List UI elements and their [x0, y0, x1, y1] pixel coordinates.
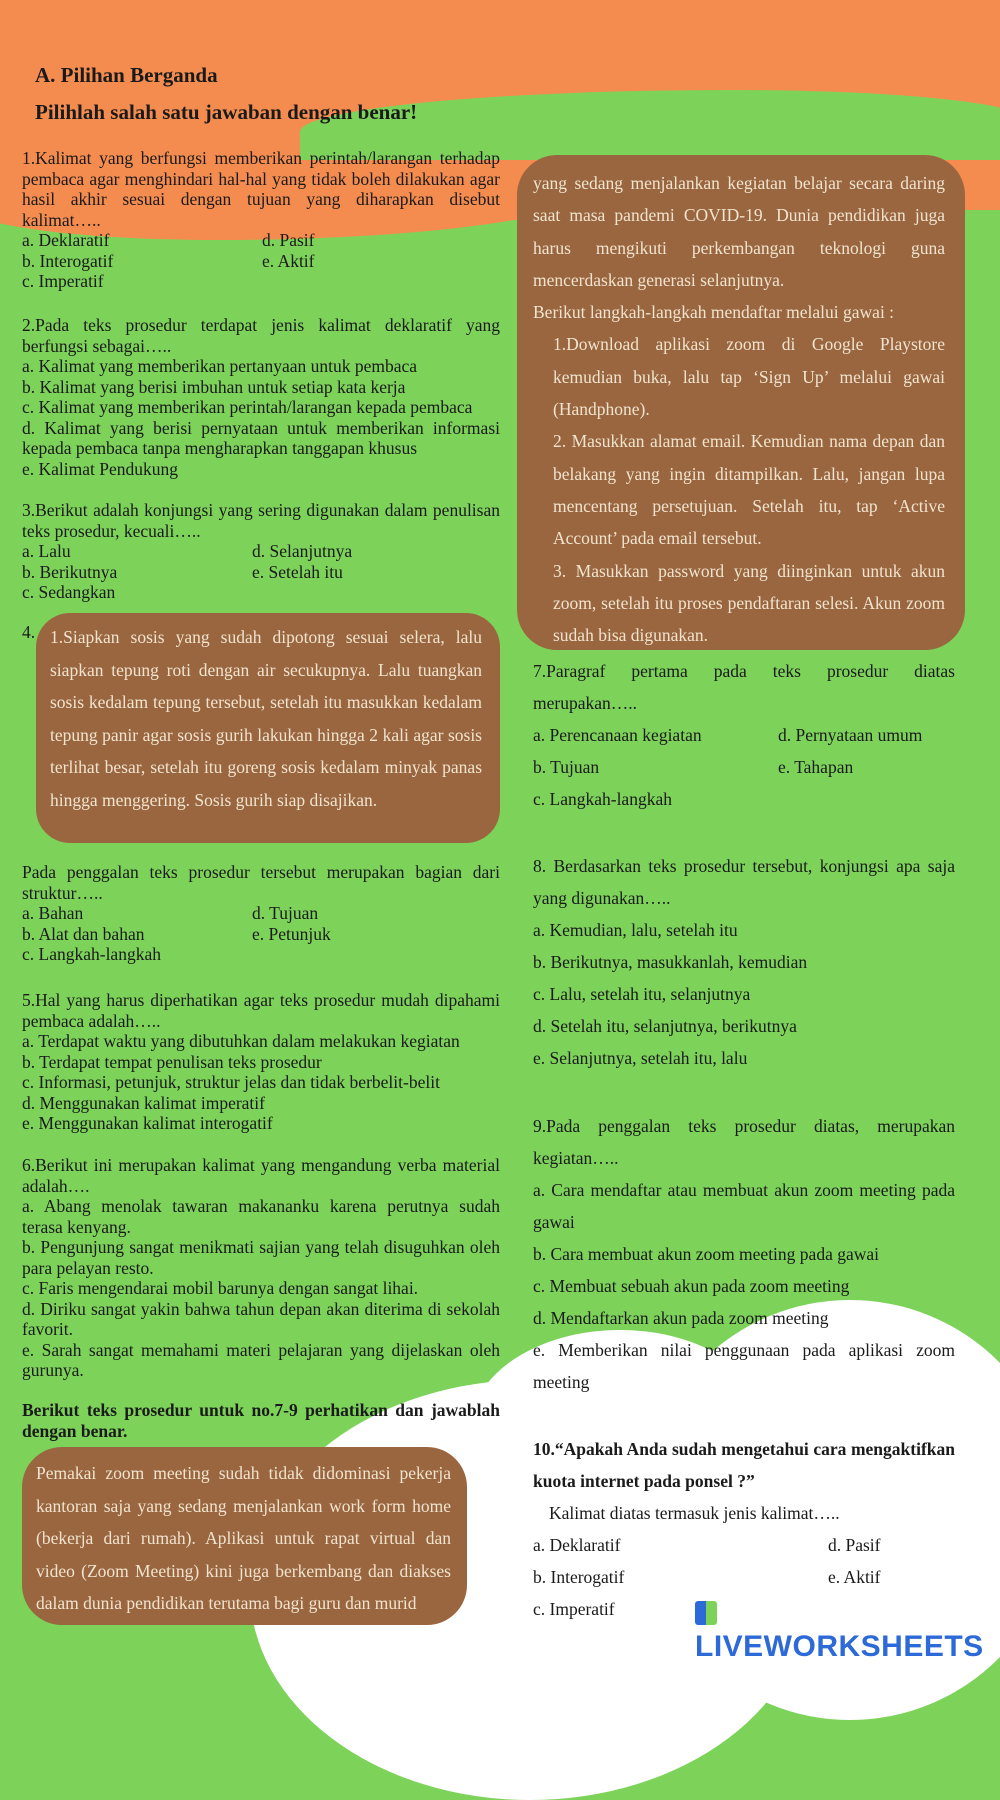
- option[interactable]: b. Berikutnya, masukkanlah, kemudian: [533, 952, 808, 972]
- option[interactable]: d. Diriku sangat yakin bahwa tahun depan akan diterima di sekolah favorit.: [22, 1298, 500, 1339]
- instruction: Pilihlah salah satu jawaban dengan benar!: [35, 100, 418, 124]
- option[interactable]: d. Pasif: [828, 1535, 881, 1555]
- passage-text: Pemakai zoom meeting sudah tidak didominasi pekerja kantoran saja yang sedang menjalankan work form home (bekerja dari rumah). Aplikasi untuk rapat virtual dan video (Zoom Meeting) kini juga berkembang dan diakses dalam dunia pendidikan terutama bagi guru dan murid: [36, 1463, 451, 1613]
- option[interactable]: b. Alat dan bahan: [22, 923, 145, 944]
- section-title: A. Pilihan Berganda: [35, 63, 218, 87]
- instruction-7-9: Berikut teks prosedur untuk no.7-9 perhatikan dan jawablah dengan benar.: [22, 1400, 500, 1441]
- option[interactable]: e. Aktif: [262, 250, 315, 271]
- passage-box-right: [517, 155, 965, 650]
- logo-text: LIVEWORKSHEETS: [695, 1630, 984, 1663]
- question-2: [22, 315, 500, 479]
- option[interactable]: c. Langkah-langkah: [22, 944, 161, 964]
- passage-box-left: [22, 1447, 467, 1625]
- option[interactable]: b. Kalimat yang berisi imbuhan untuk setiap kata kerja: [22, 376, 406, 397]
- option[interactable]: c. Langkah-langkah: [533, 789, 672, 809]
- question-9: [533, 1110, 955, 1398]
- passage-step: 2. Masukkan alamat email. Kemudian nama depan dan belakang yang ingin ditampilkan. Lalu, jangan lupa mencentang persetujuan. Setelah itu, tap ‘Active Account’ pada email tersebut.: [553, 431, 945, 549]
- option[interactable]: b. Terdapat tempat penulisan teks prosedur: [22, 1051, 322, 1072]
- question-text: 9.Pada penggalan teks prosedur diatas, merupakan kegiatan…..: [533, 1116, 955, 1168]
- option[interactable]: b. Cara membuat akun zoom meeting pada gawai: [533, 1244, 879, 1264]
- option[interactable]: d. Setelah itu, selanjutnya, berikutnya: [533, 1016, 797, 1036]
- passage-step: 1.Download aplikasi zoom di Google Playstore kemudian buka, lalu tap ‘Sign Up’ melalui gawai (Handphone).: [553, 334, 945, 420]
- option[interactable]: a. Deklaratif: [533, 1535, 621, 1555]
- option[interactable]: c. Imperatif: [533, 1599, 615, 1619]
- option[interactable]: a. Deklaratif: [22, 230, 110, 250]
- question-text: 6.Berikut ini merupakan kalimat yang mengandung verba material adalah….: [22, 1155, 500, 1196]
- option[interactable]: d. Pasif: [262, 230, 315, 250]
- option[interactable]: d. Kalimat yang berisi pernyataan untuk memberikan informasi kepada pembaca tanpa mengharapkan tanggapan khusus: [22, 417, 500, 458]
- option[interactable]: e. Tahapan: [778, 757, 854, 777]
- option[interactable]: a. Terdapat waktu yang dibutuhkan dalam melakukan kegiatan: [22, 1031, 460, 1051]
- option[interactable]: b. Interogatif: [533, 1567, 625, 1587]
- passage-text: 1.Siapkan sosis yang sudah dipotong sesuai selera, lalu siapkan tepung roti dengan air secukupnya. Lalu tuangkan sosis kedalam tepung tersebut, setelah itu masukkan kedalam tepung panir agar sosis gurih lakukan hingga 2 kali agar sosis terlihat besar, setelah itu goreng sosis kedalam minyak panas hingga menggering. Sosis gurih siap disajikan.: [50, 627, 482, 810]
- option[interactable]: d. Menggunakan kalimat imperatif: [22, 1092, 265, 1113]
- question-text: 7.Paragraf pertama pada teks prosedur diatas merupakan…..: [533, 661, 955, 713]
- question-3: [22, 500, 500, 603]
- option[interactable]: a. Cara mendaftar atau membuat akun zoom meeting pada gawai: [533, 1180, 955, 1232]
- option[interactable]: c. Membuat sebuah akun pada zoom meeting: [533, 1276, 850, 1296]
- option[interactable]: a. Kalimat yang memberikan pertanyaan untuk pembaca: [22, 356, 418, 376]
- question-5: [22, 990, 500, 1134]
- question-6: [22, 1155, 500, 1381]
- question-text: Pada penggalan teks prosedur tersebut merupakan bagian dari struktur…..: [22, 862, 500, 903]
- option[interactable]: d. Selanjutnya: [252, 541, 353, 561]
- question-7: [533, 655, 955, 815]
- option[interactable]: c. Informasi, petunjuk, struktur jelas dan tidak berbelit-belit: [22, 1072, 440, 1092]
- passage-box-q4: [36, 613, 500, 843]
- option[interactable]: e. Sarah sangat memahami materi pelajaran yang dijelaskan oleh gurunya.: [22, 1339, 500, 1380]
- question-text: 2.Pada teks prosedur terdapat jenis kalimat deklaratif yang berfungsi sebagai…..: [22, 315, 500, 356]
- option[interactable]: e. Petunjuk: [252, 923, 331, 944]
- passage-lead: Berikut langkah-langkah mendaftar melalui gawai :: [533, 302, 895, 323]
- option[interactable]: b. Berikutnya: [22, 561, 118, 582]
- option[interactable]: b. Interogatif: [22, 250, 114, 271]
- question-text: 5.Hal yang harus diperhatikan agar teks prosedur mudah dipahami pembaca adalah…..: [22, 990, 500, 1031]
- option[interactable]: a. Kemudian, lalu, setelah itu: [533, 920, 738, 940]
- option[interactable]: c. Imperatif: [22, 271, 104, 291]
- question-4-number: 4.: [22, 622, 36, 642]
- option[interactable]: a. Abang menolak tawaran makananku karena perutnya sudah terasa kenyang.: [22, 1196, 500, 1237]
- option[interactable]: d. Tujuan: [252, 903, 319, 923]
- option[interactable]: a. Bahan: [22, 903, 84, 923]
- option[interactable]: b. Tujuan: [533, 757, 600, 777]
- option[interactable]: a. Lalu: [22, 541, 71, 561]
- option[interactable]: c. Faris mengendarai mobil barunya dengan sangat lihai.: [22, 1278, 419, 1298]
- question-8: [533, 850, 955, 1074]
- question-text: 1.Kalimat yang berfungsi memberikan perintah/larangan terhadap pembaca agar menghindari hal-hal yang tidak boleh dilakukan agar hasil akhir sesuai dengan tujuan yang diharapkan disebut kalimat…..: [22, 148, 500, 230]
- option[interactable]: c. Sedangkan: [22, 582, 116, 602]
- option[interactable]: d. Pernyataan umum: [778, 725, 923, 745]
- question-1: [22, 148, 500, 292]
- liveworksheets-logo-icon: [695, 1601, 717, 1625]
- option[interactable]: e. Kalimat Pendukung: [22, 458, 179, 479]
- question-text: 10.“Apakah Anda sudah mengetahui cara mengaktifkan kuota internet pada ponsel ?”: [533, 1439, 955, 1491]
- liveworksheets-logo: [695, 1596, 1000, 1664]
- option[interactable]: b. Pengunjung sangat menikmati sajian yang telah disuguhkan oleh para pelayan resto.: [22, 1237, 500, 1278]
- option[interactable]: e. Memberikan nilai penggunaan pada aplikasi zoom meeting: [533, 1340, 955, 1392]
- question-subtext: Kalimat diatas termasuk jenis kalimat…..: [549, 1503, 840, 1523]
- passage-intro: yang sedang menjalankan kegiatan belajar secara daring saat masa pandemi COVID-19. Dunia pendidikan juga harus mengikuti perkembangan teknologi guna mencerdaskan generasi selanjutnya.: [533, 173, 945, 290]
- option[interactable]: e. Menggunakan kalimat interogatif: [22, 1113, 273, 1133]
- question-4: [22, 862, 500, 965]
- option[interactable]: a. Perencanaan kegiatan: [533, 725, 702, 745]
- option[interactable]: e. Aktif: [828, 1567, 881, 1587]
- option[interactable]: d. Mendaftarkan akun pada zoom meeting: [533, 1308, 829, 1328]
- option[interactable]: e. Setelah itu: [252, 561, 343, 582]
- option[interactable]: e. Selanjutnya, setelah itu, lalu: [533, 1048, 748, 1068]
- option[interactable]: c. Kalimat yang memberikan perintah/larangan kepada pembaca: [22, 397, 473, 417]
- question-text: 8. Berdasarkan teks prosedur tersebut, konjungsi apa saja yang digunakan…..: [533, 856, 955, 908]
- question-text: 3.Berikut adalah konjungsi yang sering digunakan dalam penulisan teks prosedur, kecuali…..: [22, 500, 500, 541]
- option[interactable]: c. Lalu, setelah itu, selanjutnya: [533, 984, 751, 1004]
- passage-step: 3. Masukkan password yang diinginkan untuk akun zoom, setelah itu proses pendaftaran selesi. Akun zoom sudah bisa digunakan.: [553, 560, 945, 646]
